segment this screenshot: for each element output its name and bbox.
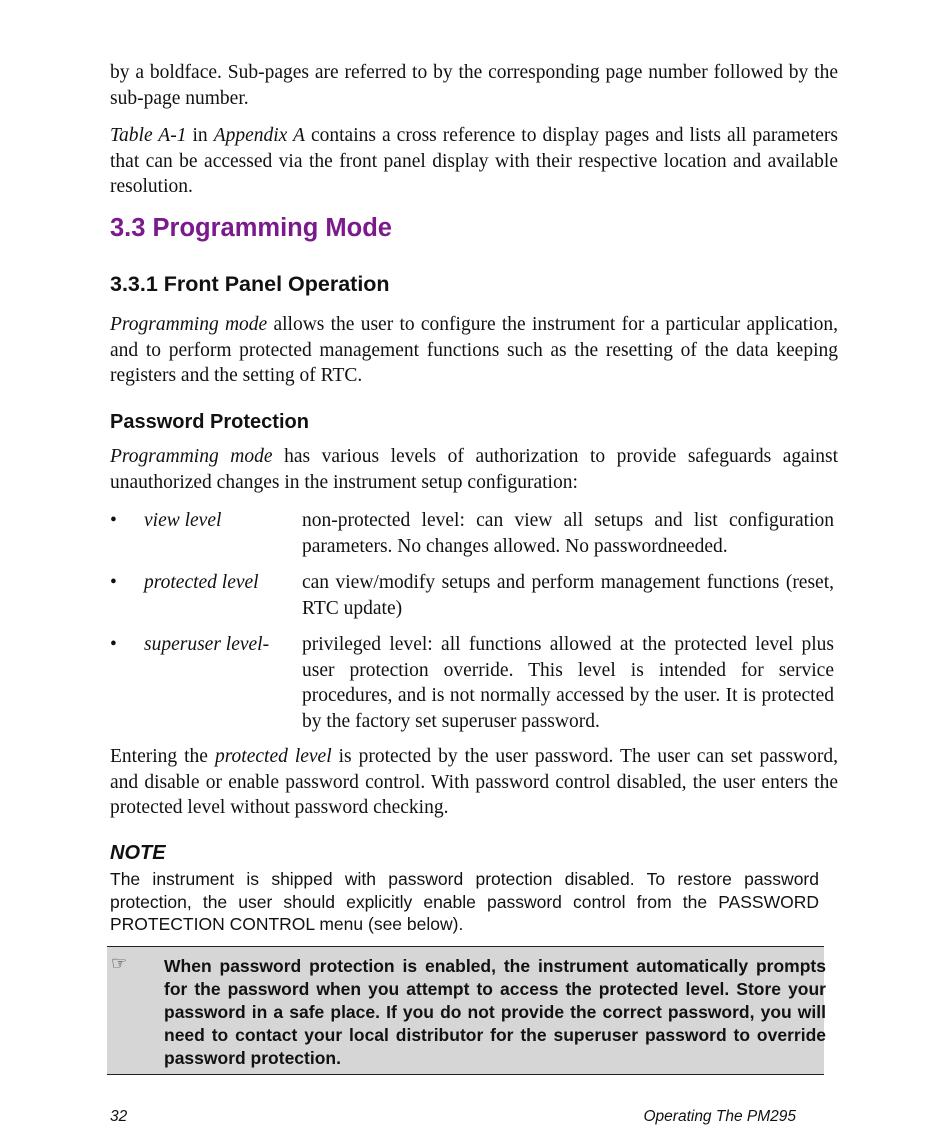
- footer-title: Operating The PM295: [643, 1108, 796, 1125]
- note-text: The instrument is shipped with password protection disabled. To restore password protection, the user should explicitly enable password control from the PASSWORD PROTECTION CONTROL menu (see below).: [110, 869, 819, 934]
- appendix-reference: Appendix A: [213, 125, 305, 146]
- level-description: can view/modify setups and perform management functions (reset, RTC update): [302, 572, 834, 619]
- level-description: non-protected level: can view all setups and list configuration parameters. No changes allowed. No passwordneeded.: [302, 510, 834, 557]
- section-heading: 3.3 Programming Mode: [110, 214, 392, 242]
- term-protected-level: protected level: [214, 746, 332, 767]
- subsection-heading: 3.3.1 Front Panel Operation: [110, 272, 390, 296]
- note-heading: NOTE: [110, 842, 166, 864]
- bullet-icon: •: [110, 572, 117, 593]
- term-programming-mode: Programming mode: [110, 446, 273, 467]
- intro-paragraph: by a boldface. Sub-pages are referred to by the corresponding page number followed by the sub-page number.: [110, 62, 838, 109]
- term-programming-mode: Programming mode: [110, 314, 268, 335]
- password-intro-paragraph: Programming mode has various levels of authorization to provide safeguards against unauthorized changes in the instrument setup configuration:: [110, 446, 839, 493]
- pointing-hand-icon: ☞: [111, 953, 128, 974]
- level-term: protected level: [144, 572, 259, 593]
- password-protection-heading: Password Protection: [110, 411, 309, 433]
- bullet-icon: •: [110, 510, 117, 531]
- front-panel-paragraph: Programming mode allows the user to configure the instrument for a particular application, and to perform protected management functions such as the resetting of the data keeping registers and the setting of RTC.: [110, 314, 838, 386]
- level-term: view level: [144, 510, 222, 531]
- callout-text: When password protection is enabled, the instrument automatically prompts for the password when you attempt to access the protected level. Store your password in a safe place. If you do not provide the correct password, you will need to contact your local distributor for the superuser password to override password protection.: [164, 956, 826, 1068]
- bullet-icon: •: [110, 634, 117, 655]
- page-number: 32: [110, 1108, 128, 1125]
- table-reference: Table A-1: [110, 125, 187, 146]
- cross-reference-paragraph: Table A-1 in Appendix A contains a cross reference to display pages and lists all parameters that can be accessed via the front panel display with their respective location and available resolution.: [110, 125, 838, 197]
- entering-paragraph: Entering the protected level is protected by the user password. The user can set password, and disable or enable password control. With password control disabled, the user enters the protected level without password checking.: [110, 746, 839, 818]
- level-term: superuser level-: [144, 634, 270, 655]
- page-footer: [110, 1108, 796, 1128]
- callout-box: [107, 946, 824, 1075]
- level-description: privileged level: all functions allowed at the protected level plus user protection override. This level is intended for service procedures, and is not normally accessed by the user. It is protected by the factory set superuser password.: [302, 634, 834, 732]
